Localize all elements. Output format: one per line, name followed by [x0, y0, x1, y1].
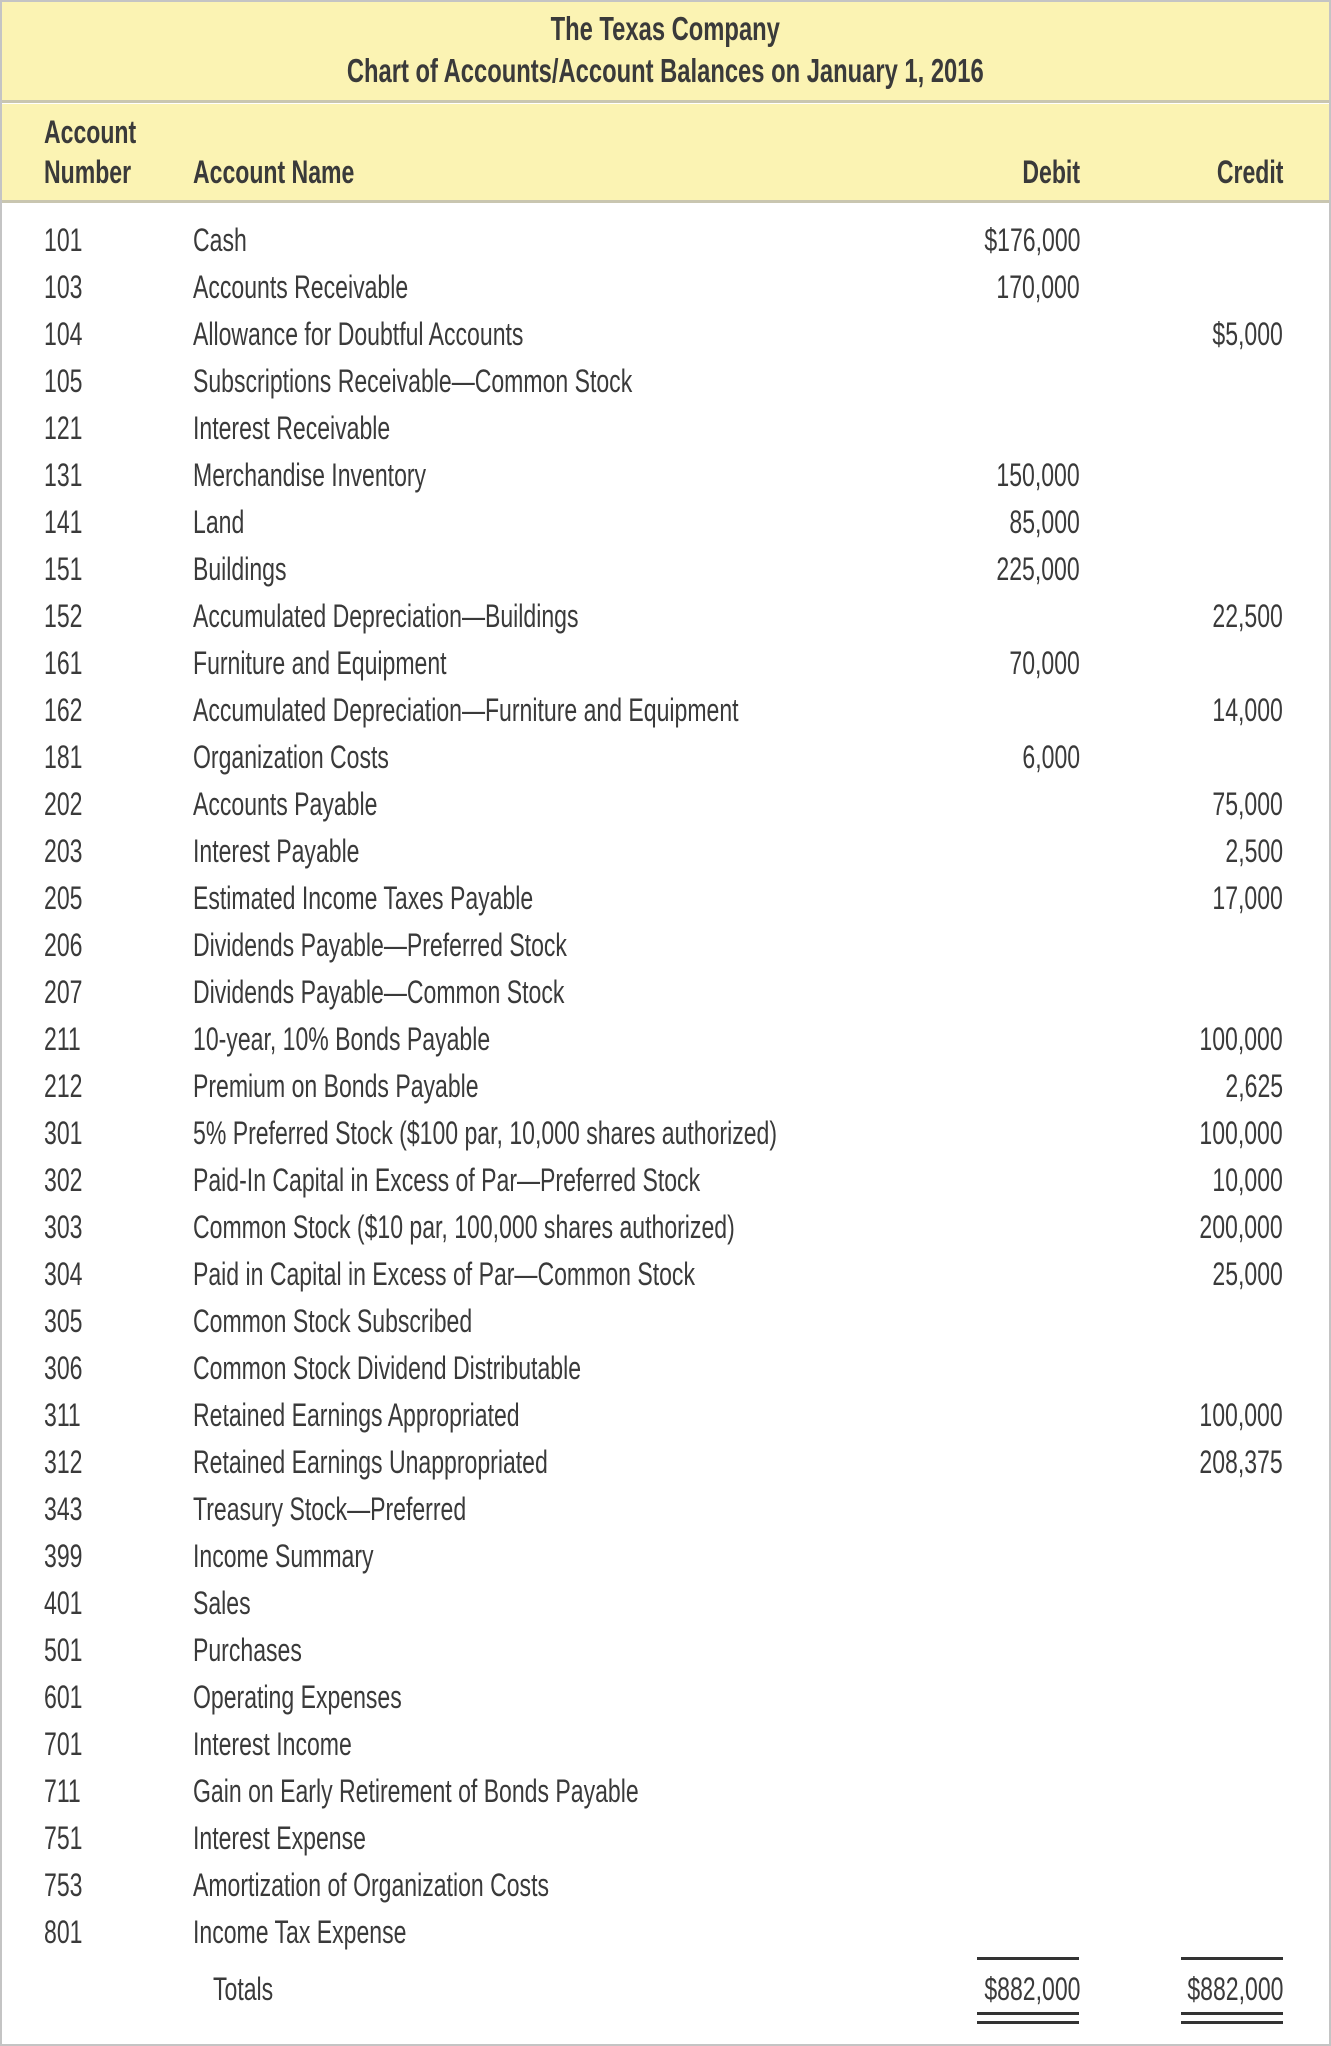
header-account-number: Account Number	[44, 114, 137, 190]
table-row	[0, 1345, 1331, 1391]
table-row	[0, 1439, 1331, 1485]
account-number: 207	[44, 974, 83, 1010]
account-name: Interest Income	[193, 1726, 352, 1762]
account-name: 5% Preferred Stock ($100 par, 10,000 shares authorized)	[193, 1115, 778, 1151]
account-number: 205	[44, 880, 83, 916]
table-row	[0, 311, 1331, 357]
credit-amount: 10,000	[1212, 1162, 1283, 1198]
account-name: Accounts Receivable	[193, 269, 409, 305]
table-row	[0, 1909, 1331, 1955]
account-name: Merchandise Inventory	[193, 457, 427, 493]
account-number: 105	[44, 363, 83, 399]
table-row	[0, 687, 1331, 733]
account-number: 206	[44, 927, 83, 963]
debit-amount: 170,000	[996, 269, 1080, 305]
credit-amount: 100,000	[1199, 1115, 1283, 1151]
header-account-name: Account Name	[193, 154, 355, 190]
account-number: 151	[44, 551, 83, 587]
table-row	[0, 969, 1331, 1015]
account-number: 303	[44, 1209, 83, 1245]
debit-amount: 85,000	[1009, 504, 1080, 540]
credit-amount: 208,375	[1199, 1444, 1283, 1480]
header-credit: Credit	[1216, 154, 1283, 190]
table-row	[0, 1157, 1331, 1203]
account-number: 302	[44, 1162, 83, 1198]
table-row	[0, 1063, 1331, 1109]
credit-amount: 2,500	[1225, 833, 1283, 869]
account-name: Cash	[193, 222, 247, 258]
account-name: Interest Payable	[193, 833, 360, 869]
account-name: Amortization of Organization Costs	[193, 1867, 549, 1903]
account-number: 305	[44, 1303, 83, 1339]
account-number: 399	[44, 1538, 83, 1574]
account-number: 131	[44, 457, 83, 493]
account-number: 104	[44, 316, 83, 352]
table-row	[0, 1815, 1331, 1861]
account-name: Gain on Early Retirement of Bonds Payable	[193, 1773, 639, 1809]
totals-credit: $882,000	[1186, 1971, 1283, 2007]
account-number: 141	[44, 504, 83, 540]
debit-amount: $176,000	[983, 222, 1080, 258]
debit-single-rule	[977, 1957, 1079, 1960]
account-name: Interest Receivable	[193, 410, 391, 446]
account-name: Subscriptions Receivable—Common Stock	[193, 363, 633, 399]
table-row	[0, 875, 1331, 921]
table-row	[0, 1674, 1331, 1720]
debit-amount: 225,000	[996, 551, 1080, 587]
account-number: 152	[44, 598, 83, 634]
table-row	[0, 1862, 1331, 1908]
table-row	[0, 452, 1331, 498]
account-name: Retained Earnings Appropriated	[193, 1397, 520, 1433]
debit-amount: 6,000	[1022, 739, 1080, 775]
account-number: 311	[44, 1397, 81, 1433]
account-number: 162	[44, 692, 83, 728]
account-name: Treasury Stock—Preferred	[193, 1491, 467, 1527]
credit-single-rule	[1181, 1957, 1283, 1960]
table-row	[0, 264, 1331, 310]
table-row	[0, 734, 1331, 780]
credit-amount: 25,000	[1212, 1256, 1283, 1292]
account-name: Paid-In Capital in Excess of Par—Preferred Stock	[193, 1162, 701, 1198]
title-band	[2, 2, 1329, 103]
table-row	[0, 1392, 1331, 1438]
credit-amount: 14,000	[1212, 692, 1283, 728]
account-name: Income Summary	[193, 1538, 374, 1574]
table-row	[0, 1110, 1331, 1156]
account-name: Operating Expenses	[193, 1679, 402, 1715]
debit-amount: 70,000	[1009, 645, 1080, 681]
totals-row	[0, 1966, 1331, 2012]
account-name: Common Stock ($10 par, 100,000 shares authorized)	[193, 1209, 735, 1245]
account-number: 401	[44, 1585, 83, 1621]
account-name: Accumulated Depreciation—Buildings	[193, 598, 579, 634]
account-number: 711	[44, 1773, 81, 1809]
account-name: 10-year, 10% Bonds Payable	[193, 1021, 491, 1057]
header-band	[2, 104, 1329, 203]
table-row	[0, 1251, 1331, 1297]
account-name: Dividends Payable—Preferred Stock	[193, 927, 567, 963]
table-row	[0, 1298, 1331, 1344]
debit-amount: 150,000	[996, 457, 1080, 493]
account-name: Income Tax Expense	[193, 1914, 407, 1950]
account-number: 121	[44, 410, 83, 446]
account-number: 101	[44, 222, 83, 258]
account-name: Accounts Payable	[193, 786, 378, 822]
table-row	[0, 1016, 1331, 1062]
account-name: Common Stock Dividend Distributable	[193, 1350, 582, 1386]
account-number: 751	[44, 1820, 83, 1856]
account-name: Organization Costs	[193, 739, 389, 775]
debit-double-rule-bottom	[977, 2021, 1079, 2024]
account-name: Common Stock Subscribed	[193, 1303, 473, 1339]
totals-debit: $882,000	[983, 1971, 1080, 2007]
table-row	[0, 546, 1331, 592]
account-number: 301	[44, 1115, 83, 1151]
account-number: 501	[44, 1632, 83, 1668]
account-number: 203	[44, 833, 83, 869]
debit-double-rule-top	[977, 2012, 1079, 2015]
table-row	[0, 499, 1331, 545]
account-number: 801	[44, 1914, 83, 1950]
table-row	[0, 1533, 1331, 1579]
account-name: Retained Earnings Unappropriated	[193, 1444, 548, 1480]
account-number: 181	[44, 739, 83, 775]
account-number: 701	[44, 1726, 83, 1762]
account-name: Land	[193, 504, 245, 540]
credit-double-rule-top	[1181, 2012, 1283, 2015]
totals-label: Totals	[213, 1971, 274, 2007]
table-row	[0, 217, 1331, 263]
account-number: 212	[44, 1068, 83, 1104]
account-number: 306	[44, 1350, 83, 1386]
table-row	[0, 1627, 1331, 1673]
table-row	[0, 405, 1331, 451]
account-number: 304	[44, 1256, 83, 1292]
account-number: 161	[44, 645, 83, 681]
account-name: Furniture and Equipment	[193, 645, 447, 681]
account-name: Allowance for Doubtful Accounts	[193, 316, 524, 352]
table-row	[0, 1204, 1331, 1250]
account-name: Premium on Bonds Payable	[193, 1068, 479, 1104]
credit-amount: 75,000	[1212, 786, 1283, 822]
account-name: Accumulated Depreciation—Furniture and Equipment	[193, 692, 739, 728]
table-row	[0, 640, 1331, 686]
account-name: Purchases	[193, 1632, 302, 1668]
credit-double-rule-bottom	[1181, 2021, 1283, 2024]
table-title: Chart of Accounts/Account Balances on January 1, 2016	[347, 52, 984, 89]
account-name: Dividends Payable—Common Stock	[193, 974, 565, 1010]
table-row	[0, 1768, 1331, 1814]
account-number: 211	[44, 1021, 81, 1057]
account-name: Sales	[193, 1585, 251, 1621]
table-row	[0, 1721, 1331, 1767]
account-name: Buildings	[193, 551, 287, 587]
table-row	[0, 358, 1331, 404]
table-row	[0, 1486, 1331, 1532]
account-number: 601	[44, 1679, 83, 1715]
account-number: 753	[44, 1867, 83, 1903]
account-name: Estimated Income Taxes Payable	[193, 880, 534, 916]
table-row	[0, 828, 1331, 874]
account-number: 343	[44, 1491, 83, 1527]
account-number: 312	[44, 1444, 83, 1480]
company-name: The Texas Company	[550, 10, 781, 47]
credit-amount: 22,500	[1212, 598, 1283, 634]
credit-amount: 2,625	[1225, 1068, 1283, 1104]
credit-amount: 100,000	[1199, 1397, 1283, 1433]
credit-amount: 100,000	[1199, 1021, 1283, 1057]
table-row	[0, 1580, 1331, 1626]
table-row	[0, 781, 1331, 827]
account-number: 103	[44, 269, 83, 305]
credit-amount: $5,000	[1212, 316, 1283, 352]
account-number: 202	[44, 786, 83, 822]
table-row	[0, 922, 1331, 968]
credit-amount: 17,000	[1212, 880, 1283, 916]
account-name: Paid in Capital in Excess of Par—Common Stock	[193, 1256, 695, 1292]
credit-amount: 200,000	[1199, 1209, 1283, 1245]
table-row	[0, 593, 1331, 639]
account-name: Interest Expense	[193, 1820, 366, 1856]
header-debit: Debit	[1022, 154, 1080, 190]
